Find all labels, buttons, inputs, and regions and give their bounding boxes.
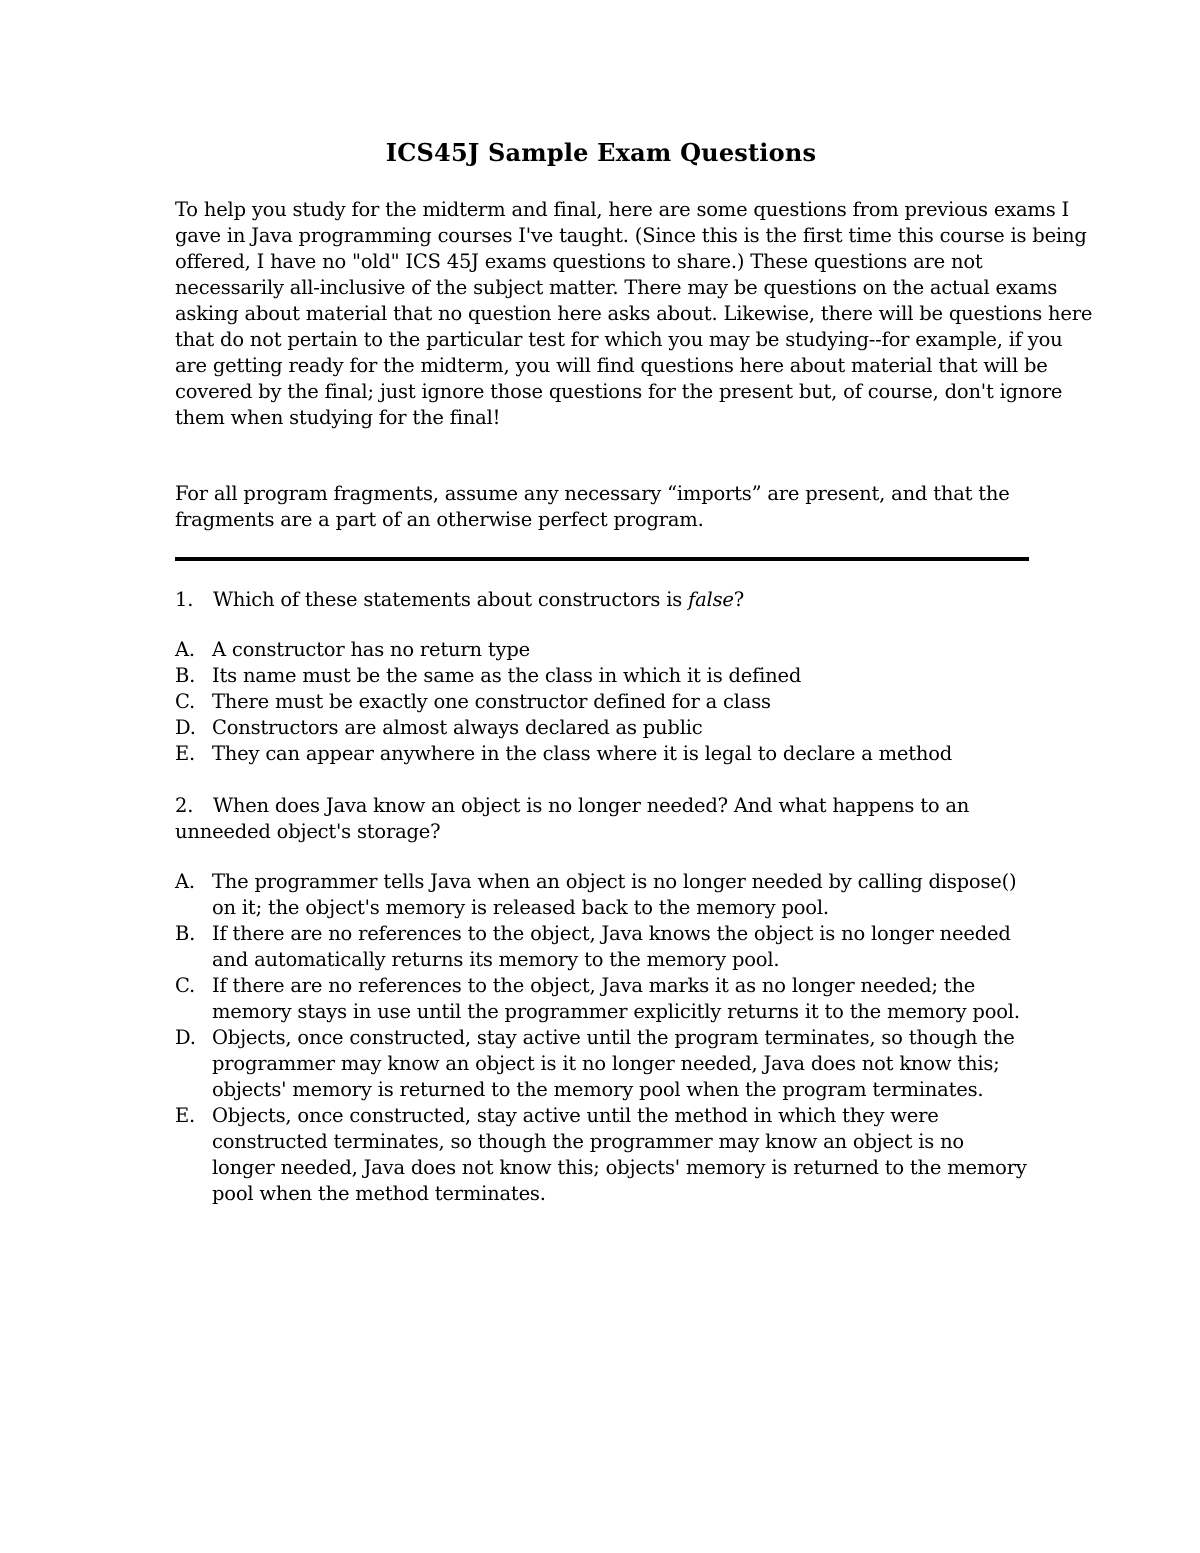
option-1a [175,637,1035,663]
question-text-end: ? [733,588,744,611]
option-text: Its name must be the same as the class in which it is defined [212,664,802,687]
option-text: If there are no references to the object, Java marks it as no longer needed; the memory stays in use until the programmer explicitly returns it to the memory pool. [212,974,1020,1023]
option-text: Objects, once constructed, stay active until the method in which they were constructed terminates, so though the programmer may know an object is no longer needed, Java does not know this; objects' memory is returned to the memory pool when the method terminates. [212,1104,1027,1205]
option-text: Constructors are almost always declared as public [212,716,703,739]
option-2c [175,973,1035,1025]
option-letter: E. [175,742,196,765]
option-text: There must be exactly one constructor defined for a class [212,690,771,713]
option-letter: C. [175,974,196,997]
option-letter: D. [175,716,196,739]
question-2-options [175,869,1095,1207]
exam-page [175,138,1095,1233]
question-1-options [175,637,1095,767]
option-1d [175,715,1035,741]
option-text: A constructor has no return type [212,638,530,661]
question-number: 1. [175,588,194,611]
option-text: The programmer tells Java when an object is no longer needed by calling dispose() on it; the object's memory is released back to the memory pool. [212,870,1017,919]
option-text: Objects, once constructed, stay active until the program terminates, so though the programmer may know an object is it no longer needed, Java does not know this; objects' memory is returned to the memory pool when the program terminates. [212,1026,1015,1101]
option-2a [175,869,1035,921]
option-1b [175,663,1035,689]
horizontal-rule [175,557,1029,561]
option-text: If there are no references to the object, Java knows the object is no longer needed and automatically returns its memory to the memory pool. [212,922,1011,971]
document-title: ICS45J Sample Exam Questions [385,138,817,167]
question-text: Which of these statements about constructors is [213,588,689,611]
option-1e [175,741,1035,767]
option-2b [175,921,1035,973]
option-1c [175,689,1035,715]
option-letter: B. [175,664,196,687]
option-2e [175,1103,1035,1207]
assumption-paragraph: For all program fragments, assume any necessary “imports” are present, and that the fragments are a part of an otherwise perfect program. [175,482,1010,531]
option-letter: D. [175,1026,196,1049]
option-text: They can appear anywhere in the class where it is legal to declare a method [212,742,953,765]
option-2d [175,1025,1035,1103]
option-letter: B. [175,922,196,945]
question-emphasis: false [688,588,734,611]
option-letter: A. [175,870,195,893]
question-number: 2. [175,794,194,817]
question-text: When does Java know an object is no longer needed? And what happens to an unneeded object's storage? [175,794,970,843]
question-1 [175,587,1095,613]
option-letter: A. [175,638,195,661]
option-letter: C. [175,690,196,713]
intro-paragraph: To help you study for the midterm and final, here are some questions from previous exams I gave in Java programming courses I've taught. (Since this is the first time this course is being offered, I have no "old" ICS 45J exams questions to share.) These questions are not necessarily all-inclusive of the subject matter. There may be questions on the actual exams asking about material that no question here asks about. Likewise, there will be questions here that do not pertain to the particular test for which you may be studying--for example, if you are getting ready for the midterm, you will find questions here about material that will be covered by the final; just ignore those questions for the present but, of course, don't ignore them when studying for the final! [175,198,1093,429]
option-letter: E. [175,1104,196,1127]
question-2 [175,793,1005,845]
